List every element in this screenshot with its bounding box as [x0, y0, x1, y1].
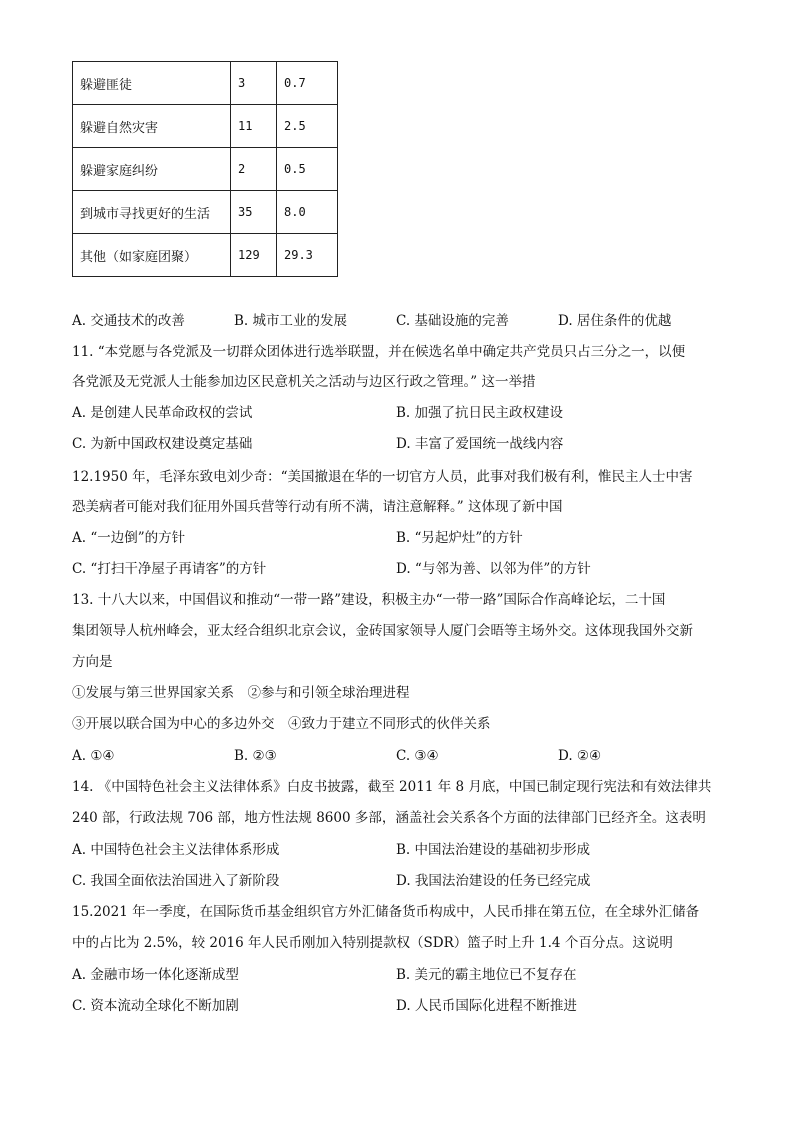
q12-option-a[interactable]: A. “一边倒”的方针 [72, 530, 186, 546]
q12-option-b[interactable]: B. “另起炉灶”的方针 [396, 530, 523, 546]
q10-option-a[interactable]: A. 交通技术的改善 [72, 313, 185, 329]
q10-option-b[interactable]: B. 城市工业的发展 [234, 313, 348, 329]
q11-option-d[interactable]: D. 丰富了爱国统一战线内容 [396, 436, 564, 452]
q13-stem-line-2: 集团领导人杭州峰会，亚太经合组织北京会议，金砖国家领导人厦门会晤等主场外交。这体现我国外交新 [72, 623, 693, 639]
table-cell-count: 129 [231, 234, 277, 277]
table-cell-count: 35 [231, 191, 277, 234]
q13-option-c[interactable]: C. ③④ [396, 748, 439, 764]
q12-stem-line-1: 12.1950 年，毛泽东致电刘少奇：“美国撤退在华的一切官方人员，此事对我们极有利，惟民主人士中害 [72, 469, 693, 485]
q10-option-c[interactable]: C. 基础设施的完善 [396, 313, 509, 329]
q11-option-b[interactable]: B. 加强了抗日民主政权建设 [396, 405, 564, 421]
q14-option-c[interactable]: C. 我国全面依法治国进入了新阶段 [72, 873, 280, 889]
q13-option-d[interactable]: D. ②④ [558, 748, 602, 764]
q13-statements-line-2: ③开展以联合国为中心的多边外交 ④致力于建立不同形式的伙伴关系 [72, 716, 491, 732]
q15-stem-line-1: 15.2021 年一季度，在国际货币基金组织官方外汇储备货币构成中，人民币排在第五位，在全球外汇储备 [72, 904, 700, 920]
table-cell-count: 2 [231, 148, 277, 191]
q13-stem-line-3: 方向是 [72, 654, 113, 670]
table-row [73, 62, 338, 105]
q14-stem-line-2: 240 部，行政法规 706 部，地方性法规 8600 多部，涵盖社会关系各个方面的法律部门已经齐全。这表明 [72, 810, 706, 826]
table-cell-percent: 0.7 [277, 62, 338, 105]
q11-option-c[interactable]: C. 为新中国政权建设奠定基础 [72, 436, 253, 452]
q13-statements-line-1: ①发展与第三世界国家关系 ②参与和引领全球治理进程 [72, 685, 410, 701]
q11-stem-line-1: 11. “本党愿与各党派及一切群众团体进行选举联盟，并在候选名单中确定共产党员只占三分之一，以便 [72, 344, 686, 360]
table-cell-percent: 2.5 [277, 105, 338, 148]
table-cell-reason: 其他（如家庭团聚） [73, 234, 231, 277]
q12-stem-line-2: 恐美病者可能对我们征用外国兵营等行动有所不满，请注意解释。” 这体现了新中国 [72, 499, 563, 515]
table-row [73, 234, 338, 277]
q14-stem-line-1: 14. 《中国特色社会主义法律体系》白皮书披露，截至 2011 年 8 月底，中国已制定现行宪法和有效法律共 [72, 779, 712, 795]
q14-option-a[interactable]: A. 中国特色社会主义法律体系形成 [72, 842, 280, 858]
q13-stem-line-1: 13. 十八大以来，中国倡议和推动“一带一路”建设，积极主办“一带一路”国际合作高峰论坛，二十国 [72, 592, 666, 608]
q13-option-b[interactable]: B. ②③ [234, 748, 277, 764]
table-cell-percent: 0.5 [277, 148, 338, 191]
q12-option-c[interactable]: C. “打扫干净屋子再请客”的方针 [72, 561, 267, 577]
q12-option-d[interactable]: D. “与邻为善、以邻为伴”的方针 [396, 561, 591, 577]
q15-option-a[interactable]: A. 金融市场一体化逐渐成型 [72, 967, 239, 983]
table-row [73, 148, 338, 191]
q11-stem-line-2: 各党派及无党派人士能参加边区民意机关之活动与边区行政之管理。” 这一举措 [72, 374, 536, 390]
q15-option-d[interactable]: D. 人民币国际化进程不断推进 [396, 998, 577, 1014]
q15-stem-line-2: 中的占比为 2.5%，较 2016 年人民币刚加入特别提款权（SDR）篮子时上升 1.4 个百分点。这说明 [72, 935, 673, 951]
table-cell-count: 11 [231, 105, 277, 148]
q15-option-b[interactable]: B. 美元的霸主地位已不复存在 [396, 967, 577, 983]
table-row [73, 105, 338, 148]
table-cell-percent: 29.3 [277, 234, 338, 277]
table-cell-count: 3 [231, 62, 277, 105]
q15-option-c[interactable]: C. 资本流动全球化不断加剧 [72, 998, 239, 1014]
table-cell-reason: 到城市寻找更好的生活 [73, 191, 231, 234]
migration-reasons-table [72, 61, 338, 277]
table-cell-reason: 躲避自然灾害 [73, 105, 231, 148]
q14-option-d[interactable]: D. 我国法治建设的任务已经完成 [396, 873, 591, 889]
table-cell-reason: 躲避家庭纠纷 [73, 148, 231, 191]
table-row [73, 191, 338, 234]
table-cell-reason: 躲避匪徒 [73, 62, 231, 105]
table-cell-percent: 8.0 [277, 191, 338, 234]
q11-option-a[interactable]: A. 是创建人民革命政权的尝试 [72, 405, 253, 421]
q14-option-b[interactable]: B. 中国法治建设的基础初步形成 [396, 842, 591, 858]
q13-option-a[interactable]: A. ①④ [72, 748, 115, 764]
q10-option-d[interactable]: D. 居住条件的优越 [558, 313, 672, 329]
